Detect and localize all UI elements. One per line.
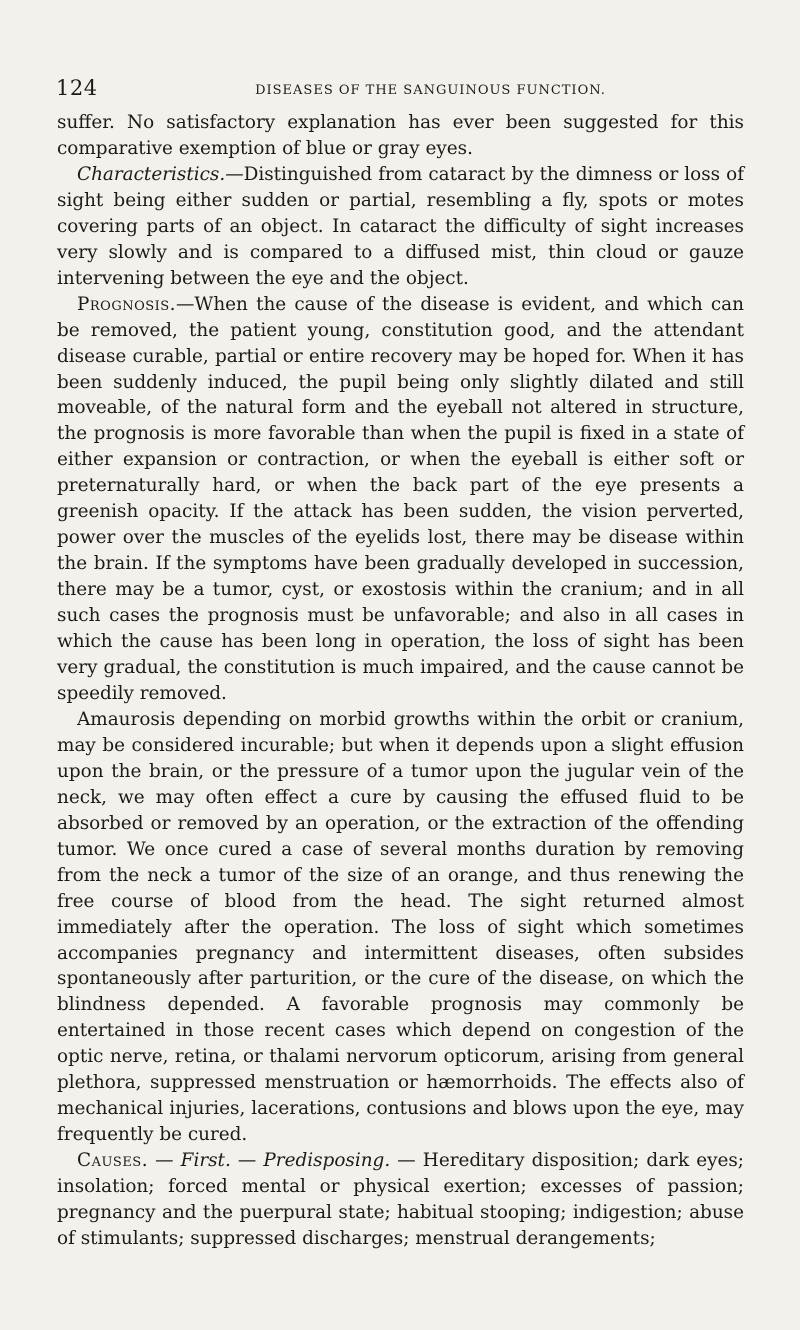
section-lead-prognosis: Prognosis. bbox=[77, 293, 177, 315]
paragraph-characteristics bbox=[57, 162, 744, 292]
paragraph-text: suffer. No satisfactory explanation has ever been suggested for this comparative exemption of blue or gray eyes. bbox=[57, 112, 744, 159]
paragraph-prognosis bbox=[57, 292, 744, 707]
subsection-predisposing: Predisposing. bbox=[263, 1150, 391, 1172]
paragraph-text: —When the cause of the disease is evident, and which can be removed, the patient young, constitution good, and the attendant disease curable, partial or entire recovery may be hoped for. When it has been suddenly induced, the pupil being only slightly dilated and still moveable, of the natural form and the eyeball not altered in structure, the prognosis is more favorable than when the pupil is fixed in a state of either expansion or contraction, or when the eyeball is either soft or preternaturally hard, or when the back part of the eye presents a greenish opacity. If the attack has been sudden, the vision perverted, power over the muscles of the eyelids lost, there may be disease within the brain. If the symptoms have been gradually developed in succession, there may be a tumor, cyst, or exostosis within the cranium; and in all such cases the prognosis must be unfavorable; and also in all cases in which the cause has been long in operation, the loss of sight has been very gradual, the constitution is much impaired, and the cause cannot be speedily removed. bbox=[57, 293, 744, 704]
page-header bbox=[57, 70, 744, 110]
paragraph-text: Amaurosis depending on morbid growths within the orbit or cranium, may be considered incurable; but when it depends upon a slight effusion upon the brain, or the pressure of a tumor upon the jugular vein of the neck, we may often effect a cure by causing the effused fluid to be absorbed or removed by an operation, or the extraction of the offending tumor. We once cured a case of several months duration by removing from the neck a tumor of the size of an orange, and thus renewing the free course of blood from the head. The sight returned almost immediately after the operation. The loss of sight which sometimes accompanies pregnancy and intermittent diseases, often subsides spontaneously after parturition, or the cure of the disease, on which the blindness depended. A favorable prognosis may commonly be entertained in those recent cases which depend on congestion of the optic nerve, retina, or thalami nervorum opticorum, arising from general plethora, suppressed menstruation or hæmorrhoids. The effects also of mechanical injuries, lacerations, contusions and blows upon the eye, may frequently be cured. bbox=[57, 708, 744, 1146]
paragraph-amaurosis bbox=[57, 707, 744, 1148]
paragraph-text: —Distinguished from cataract by the dimness or loss of sight being either sudden or partial, resembling a fly, spots or motes covering parts of an object. In cataract the difficulty of sight increases very slowly and is compared to a diffused mist, thin cloud or gauze intervening between the eye and the object. bbox=[57, 163, 744, 289]
section-lead-causes: Causes. bbox=[77, 1150, 149, 1172]
section-lead-characteristics: Characteristics. bbox=[77, 163, 226, 185]
page-number: 124 bbox=[56, 76, 98, 100]
paragraph-causes bbox=[57, 1148, 744, 1252]
paragraph-text: — Hereditary disposition; dark eyes; insolation; forced mental or physical exertion; excesses of passion; pregnancy and the puerpural state; habitual stooping; indigestion; abuse of stimulants; suppressed discharges; menstrual derangements; bbox=[57, 1150, 744, 1249]
subsection-first: — First. — bbox=[148, 1150, 264, 1172]
running-head: DISEASES OF THE SANGUINOUS FUNCTION. bbox=[255, 83, 606, 98]
paragraph-continuation bbox=[57, 110, 744, 162]
body-text bbox=[57, 110, 744, 1252]
